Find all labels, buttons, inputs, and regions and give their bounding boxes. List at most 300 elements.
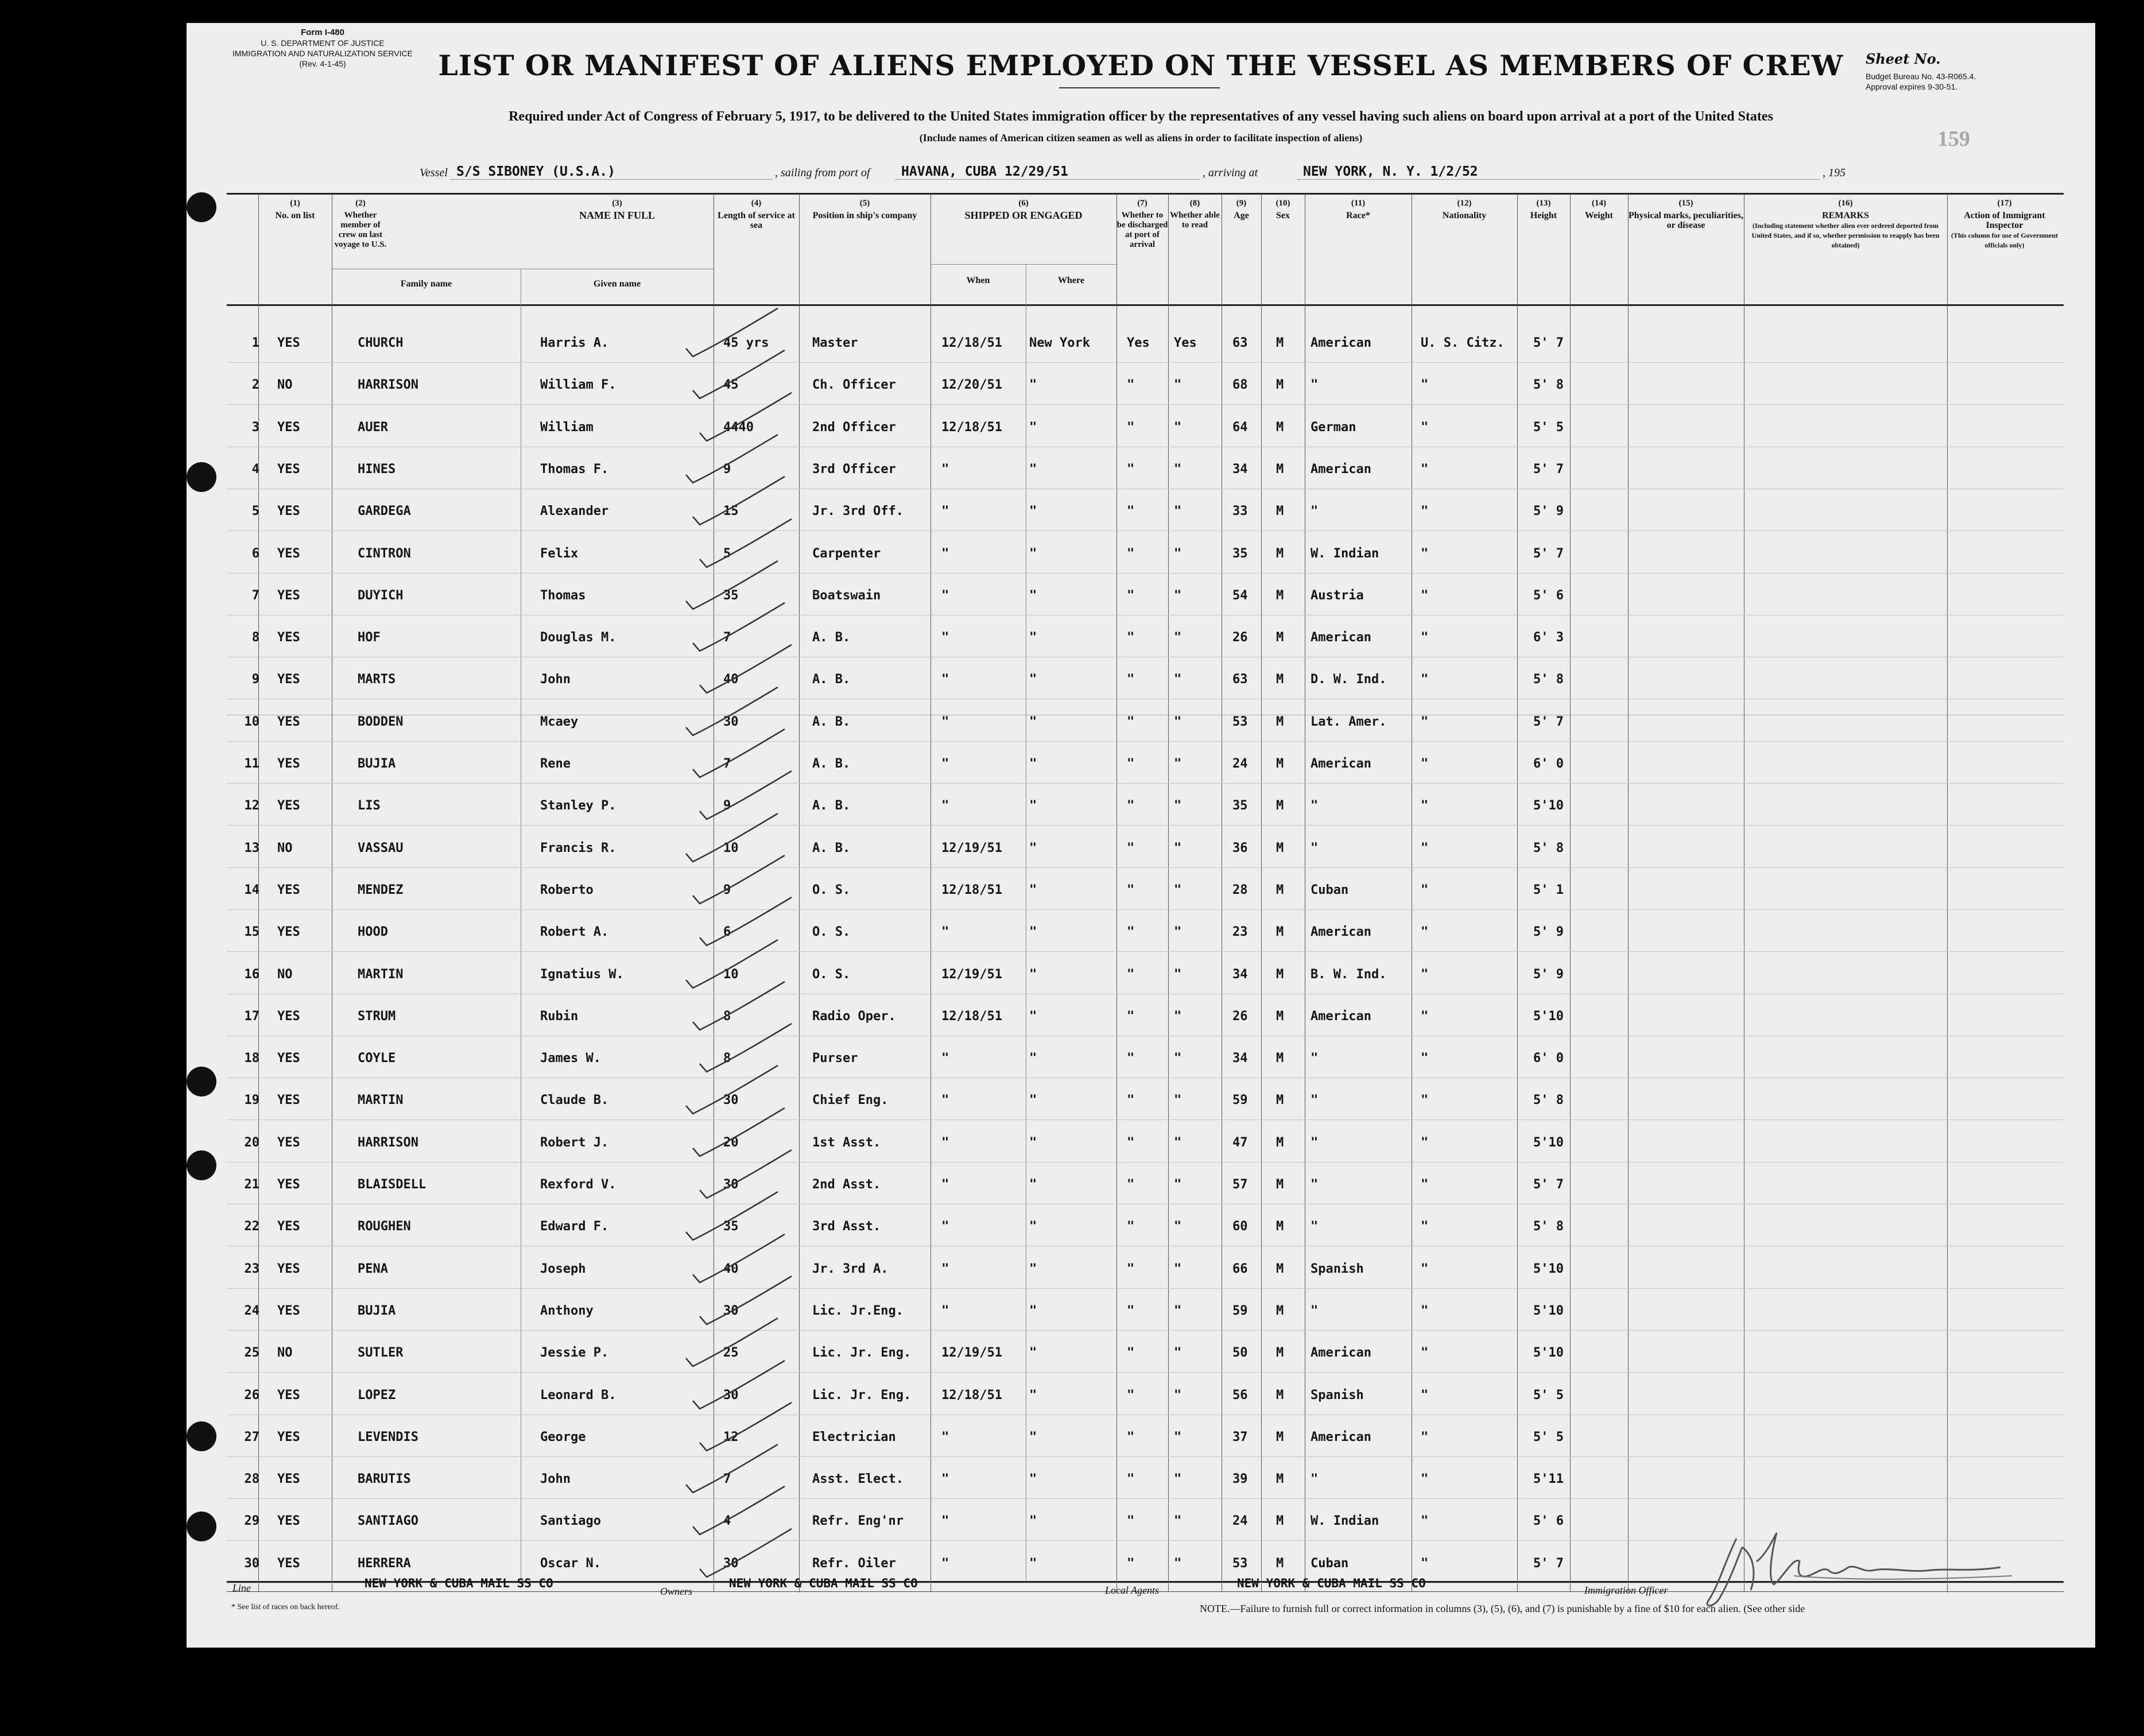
cell-sex: M <box>1276 1009 1284 1024</box>
cell-when: " <box>941 1514 949 1528</box>
header-num: (3) <box>612 199 622 208</box>
binder-hole <box>187 192 216 222</box>
vessel-value: S/S SIBONEY (U.S.A.) <box>456 164 615 179</box>
cell-family: HINES <box>358 462 396 476</box>
cell-disch: " <box>1127 1514 1135 1528</box>
cell-disch: " <box>1127 420 1135 435</box>
cell-position: A. B. <box>812 799 851 813</box>
header-given-name: Given name <box>593 279 641 289</box>
cell-race: American <box>1311 336 1371 350</box>
cell-disch: " <box>1127 588 1135 603</box>
cell-age: 68 <box>1232 378 1248 392</box>
cell-read: " <box>1174 967 1182 982</box>
cell-given: Rene <box>540 757 571 771</box>
cell-service: 30 <box>723 715 739 729</box>
cell-nat: " <box>1421 841 1429 855</box>
cell-height: 5' 6 <box>1533 588 1564 603</box>
cell-position: Asst. Elect. <box>812 1472 904 1486</box>
cell-disch: Yes <box>1127 336 1150 350</box>
cell-where: " <box>1029 588 1037 603</box>
cell-nat: " <box>1421 967 1429 982</box>
cell-family: PENA <box>358 1262 388 1276</box>
cell-race: American <box>1311 757 1371 771</box>
header-text: Weight <box>1585 211 1613 220</box>
cell-given: Francis R. <box>540 841 617 855</box>
cell-no: 7 <box>251 588 259 603</box>
cell-where: " <box>1029 1430 1037 1444</box>
cell-family: LEVENDIS <box>358 1430 418 1444</box>
cell-read: " <box>1174 1430 1182 1444</box>
local-agents-value: NEW YORK & CUBA MAIL SS CO <box>1237 1576 1426 1590</box>
manifest-sheet <box>187 23 2095 1648</box>
cell-service: 30 <box>723 1304 739 1318</box>
cell-age: 60 <box>1232 1219 1248 1234</box>
cell-read: " <box>1174 883 1182 897</box>
cell-race: American <box>1311 630 1371 645</box>
cell-position: O. S. <box>812 925 851 939</box>
header-num: (13) <box>1536 199 1551 208</box>
year-label: , 195 <box>1823 166 1846 179</box>
cell-given: Douglas M. <box>540 630 617 645</box>
arriving-value: NEW YORK, N. Y. 1/2/52 <box>1303 164 1478 179</box>
header-text: Sex <box>1276 211 1290 220</box>
cell-position: Boatswain <box>812 588 881 603</box>
header-num: (17) <box>1997 199 2012 208</box>
cell-age: 54 <box>1232 588 1248 603</box>
cell-where: " <box>1029 1472 1037 1486</box>
cell-race: W. Indian <box>1311 547 1379 561</box>
cell-given: Thomas <box>540 588 586 603</box>
cell-given: John <box>540 1472 571 1486</box>
cell-last: NO <box>277 1346 293 1360</box>
header-text: Height <box>1530 211 1557 220</box>
cell-family: BLAISDELL <box>358 1177 427 1192</box>
cell-nat: " <box>1421 1304 1429 1318</box>
cell-disch: " <box>1127 1304 1135 1318</box>
cell-height: 5' 9 <box>1533 925 1564 939</box>
owners-label: Owners <box>660 1586 693 1597</box>
cell-nat: " <box>1421 1009 1429 1024</box>
stamped-page-number: 159 <box>1937 127 1970 151</box>
cell-read: " <box>1174 1472 1182 1486</box>
cell-age: 57 <box>1232 1177 1248 1192</box>
cell-age: 28 <box>1232 883 1248 897</box>
owners-value: NEW YORK & CUBA MAIL SS CO <box>729 1576 918 1590</box>
cell-nat: " <box>1421 1346 1429 1360</box>
cell-no: 25 <box>244 1346 259 1360</box>
header-num: (15) <box>1678 199 1693 208</box>
cell-read: " <box>1174 420 1182 435</box>
cell-age: 33 <box>1232 504 1248 518</box>
header-when: When <box>966 276 990 285</box>
cell-last: NO <box>277 378 293 392</box>
cell-last: YES <box>277 336 300 350</box>
cell-read: " <box>1174 757 1182 771</box>
cell-when: " <box>941 1136 949 1150</box>
cell-where: " <box>1029 1219 1037 1234</box>
check-mark <box>693 350 785 398</box>
cell-nat: " <box>1421 1262 1429 1276</box>
cell-nat: " <box>1421 462 1429 476</box>
cell-family: BUJIA <box>358 1304 396 1318</box>
cell-sex: M <box>1276 672 1284 687</box>
cell-when: " <box>941 504 949 518</box>
cell-age: 50 <box>1232 1346 1248 1360</box>
cell-nat: " <box>1421 1514 1429 1528</box>
cell-height: 5' 7 <box>1533 1556 1564 1571</box>
check-mark <box>700 771 792 819</box>
cell-position: A. B. <box>812 841 851 855</box>
cell-given: Robert J. <box>540 1136 609 1150</box>
officer-signature <box>1702 1521 2023 1613</box>
cell-last: YES <box>277 1262 300 1276</box>
cell-last: YES <box>277 547 300 561</box>
form-number: Form I-480 <box>301 28 344 37</box>
cell-race: " <box>1311 1219 1319 1234</box>
cell-position: Lic. Jr. Eng. <box>812 1346 912 1360</box>
cell-no: 28 <box>244 1472 259 1486</box>
cell-disch: " <box>1127 547 1135 561</box>
check-mark <box>700 645 792 693</box>
cell-family: HARRISON <box>358 378 418 392</box>
cell-race: Lat. Amer. <box>1311 715 1387 729</box>
cell-sex: M <box>1276 715 1284 729</box>
cell-read: " <box>1174 799 1182 813</box>
header-num: (6) <box>1018 199 1029 208</box>
check-mark <box>700 519 792 567</box>
cell-no: 6 <box>251 547 259 561</box>
cell-where: " <box>1029 883 1037 897</box>
binder-hole <box>187 1067 216 1096</box>
cell-nat: U. S. Citz. <box>1421 336 1505 350</box>
arriving-label: , arriving at <box>1203 166 1258 179</box>
cell-height: 5' 9 <box>1533 504 1564 518</box>
binder-hole <box>187 1421 216 1451</box>
cell-where: " <box>1029 1177 1037 1192</box>
header-text: Race* <box>1346 211 1370 220</box>
form-revision: (Rev. 4-1-45) <box>299 59 346 68</box>
cell-race: B. W. Ind. <box>1311 967 1387 982</box>
cell-no: 26 <box>244 1388 259 1402</box>
cell-family: LOPEZ <box>358 1388 396 1402</box>
cell-race: " <box>1311 799 1319 813</box>
cell-sex: M <box>1276 504 1284 518</box>
cell-where: " <box>1029 630 1037 645</box>
cell-last: YES <box>277 757 300 771</box>
cell-when: " <box>941 1177 949 1192</box>
cell-nat: " <box>1421 1430 1429 1444</box>
check-mark <box>693 1234 785 1282</box>
cell-sex: M <box>1276 1472 1284 1486</box>
check-mark <box>686 1318 778 1366</box>
cell-age: 59 <box>1232 1093 1248 1107</box>
cell-sex: M <box>1276 1346 1284 1360</box>
cell-position: Master <box>812 336 858 350</box>
cell-where: New York <box>1029 336 1090 350</box>
cell-sex: M <box>1276 1514 1284 1528</box>
cell-read: " <box>1174 841 1182 855</box>
cell-sex: M <box>1276 1430 1284 1444</box>
cell-no: 4 <box>251 462 259 476</box>
cell-read: " <box>1174 588 1182 603</box>
cell-age: 35 <box>1232 799 1248 813</box>
cell-family: LIS <box>358 799 381 813</box>
check-mark <box>686 1192 778 1240</box>
cell-family: GARDEGA <box>358 504 411 518</box>
cell-when: " <box>941 1556 949 1571</box>
cell-no: 5 <box>251 504 259 518</box>
cell-no: 19 <box>244 1093 259 1107</box>
cell-disch: " <box>1127 1262 1135 1276</box>
cell-when: " <box>941 1051 949 1065</box>
cell-disch: " <box>1127 1388 1135 1402</box>
cell-service: 45 yrs <box>723 336 769 350</box>
cell-nat: " <box>1421 672 1429 687</box>
cell-age: 66 <box>1232 1262 1248 1276</box>
cell-sex: M <box>1276 925 1284 939</box>
cell-read: " <box>1174 672 1182 687</box>
cell-given: Edward F. <box>540 1219 609 1234</box>
cell-sex: M <box>1276 967 1284 982</box>
cell-position: Jr. 3rd Off. <box>812 504 904 518</box>
cell-last: YES <box>277 1136 300 1150</box>
header-subtext: (This column for use of Government officials only) <box>1951 231 2058 249</box>
cell-read: " <box>1174 1514 1182 1528</box>
cell-where: " <box>1029 504 1037 518</box>
cell-family: CHURCH <box>358 336 404 350</box>
cell-sex: M <box>1276 1136 1284 1150</box>
cell-given: Alexander <box>540 504 609 518</box>
cell-given: William F. <box>540 378 617 392</box>
cell-race: " <box>1311 1304 1319 1318</box>
cell-where: " <box>1029 967 1037 982</box>
cell-race: Cuban <box>1311 1556 1349 1571</box>
immigration-officer-label: Immigration Officer <box>1584 1584 1668 1596</box>
cell-family: AUER <box>358 420 388 435</box>
cell-disch: " <box>1127 883 1135 897</box>
cell-given: Leonard B. <box>540 1388 617 1402</box>
cell-read: " <box>1174 1304 1182 1318</box>
check-mark <box>700 1024 792 1072</box>
service-name: IMMIGRATION AND NATURALIZATION SERVICE <box>232 49 413 58</box>
cell-disch: " <box>1127 1346 1135 1360</box>
cell-nat: " <box>1421 1051 1429 1065</box>
cell-age: 36 <box>1232 841 1248 855</box>
cell-sex: M <box>1276 1051 1284 1065</box>
cell-position: O. S. <box>812 883 851 897</box>
cell-service: 45 <box>723 378 739 392</box>
check-mark <box>700 1276 792 1324</box>
cell-family: HERRERA <box>358 1556 411 1571</box>
cell-nat: " <box>1421 378 1429 392</box>
cell-last: YES <box>277 1177 300 1192</box>
cell-sex: M <box>1276 799 1284 813</box>
cell-when: 12/18/51 <box>941 883 1002 897</box>
header-text: Length of service at sea <box>718 211 795 230</box>
header-num: (10) <box>1275 199 1290 208</box>
check-mark <box>700 1402 792 1451</box>
check-mark <box>693 1108 785 1156</box>
cell-given: Rubin <box>540 1009 579 1024</box>
cell-no: 24 <box>244 1304 259 1318</box>
cell-read: " <box>1174 1346 1182 1360</box>
cell-read: " <box>1174 1262 1182 1276</box>
cell-family: MARTIN <box>358 967 404 982</box>
cell-disch: " <box>1127 1009 1135 1024</box>
cell-race: American <box>1311 925 1371 939</box>
binder-hole <box>187 462 216 492</box>
cell-position: 2nd Asst. <box>812 1177 881 1192</box>
cell-race: " <box>1311 841 1319 855</box>
cell-position: A. B. <box>812 672 851 687</box>
cell-nat: " <box>1421 1177 1429 1192</box>
cell-service: 40 <box>723 672 739 687</box>
cell-position: Jr. 3rd A. <box>812 1262 889 1276</box>
cell-no: 27 <box>244 1430 259 1444</box>
cell-family: HOOD <box>358 925 388 939</box>
cell-family: SANTIAGO <box>358 1514 418 1528</box>
cell-height: 5'10 <box>1533 799 1564 813</box>
header-text: Whether to be discharged at port of arrival <box>1116 211 1168 249</box>
cell-position: O. S. <box>812 967 851 982</box>
cell-last: YES <box>277 1051 300 1065</box>
cell-disch: " <box>1127 715 1135 729</box>
header-num: (14) <box>1592 199 1606 208</box>
cell-when: 12/18/51 <box>941 1009 1002 1024</box>
cell-sex: M <box>1276 1304 1284 1318</box>
cell-nat: " <box>1421 883 1429 897</box>
cell-given: Thomas F. <box>540 462 609 476</box>
cell-when: " <box>941 630 949 645</box>
cell-height: 5' 7 <box>1533 336 1564 350</box>
cell-family: MARTS <box>358 672 396 687</box>
cell-service: 30 <box>723 1556 739 1571</box>
cell-last: YES <box>277 1009 300 1024</box>
cell-family: STRUM <box>358 1009 396 1024</box>
check-mark <box>693 1361 785 1409</box>
include-statement: (Include names of American citizen seamen as well as aliens in order to facilitate inspection of aliens) <box>919 132 1363 144</box>
cell-age: 26 <box>1232 630 1248 645</box>
cell-disch: " <box>1127 1051 1135 1065</box>
cell-read: " <box>1174 1177 1182 1192</box>
cell-age: 53 <box>1232 715 1248 729</box>
cell-height: 5' 7 <box>1533 1177 1564 1192</box>
cell-disch: " <box>1127 672 1135 687</box>
line-label: Line <box>232 1582 251 1594</box>
cell-no: 11 <box>244 757 259 771</box>
cell-race: " <box>1311 1472 1319 1486</box>
cell-no: 9 <box>251 672 259 687</box>
check-mark <box>693 982 785 1030</box>
cell-last: YES <box>277 799 300 813</box>
cell-race: Spanish <box>1311 1388 1364 1402</box>
cell-age: 64 <box>1232 420 1248 435</box>
cell-age: 59 <box>1232 1304 1248 1318</box>
check-mark <box>686 1444 778 1493</box>
local-agents-label: Local Agents <box>1105 1584 1160 1596</box>
cell-position: 2nd Officer <box>812 420 896 435</box>
cell-read: " <box>1174 547 1182 561</box>
cell-race: American <box>1311 1346 1371 1360</box>
cell-when: 12/18/51 <box>941 336 1002 350</box>
cell-family: HARRISON <box>358 1136 418 1150</box>
approval-line: Approval expires 9-30-51. <box>1866 82 1958 91</box>
cell-family: SUTLER <box>358 1346 404 1360</box>
cell-no: 16 <box>244 967 259 982</box>
cell-height: 5'10 <box>1533 1304 1564 1318</box>
cell-sex: M <box>1276 462 1284 476</box>
cell-read: " <box>1174 462 1182 476</box>
cell-disch: " <box>1127 378 1135 392</box>
cell-service: 35 <box>723 1219 739 1234</box>
cell-given: Anthony <box>540 1304 594 1318</box>
header-text: Whether able to read <box>1170 211 1220 230</box>
cell-height: 5' 5 <box>1533 1430 1564 1444</box>
header-num: (16) <box>1838 199 1853 208</box>
cell-no: 23 <box>244 1262 259 1276</box>
cell-where: " <box>1029 1556 1037 1571</box>
cell-family: MENDEZ <box>358 883 404 897</box>
cell-no: 12 <box>244 799 259 813</box>
cell-service: 7 <box>723 1472 731 1486</box>
cell-when: 12/19/51 <box>941 1346 1002 1360</box>
cell-where: " <box>1029 1009 1037 1024</box>
cell-nat: " <box>1421 1093 1429 1107</box>
cell-given: Oscar N. <box>540 1556 601 1571</box>
cell-family: BODDEN <box>358 715 404 729</box>
cell-family: MARTIN <box>358 1093 404 1107</box>
cell-where: " <box>1029 1051 1037 1065</box>
header-text: Position in ship's company <box>812 211 917 220</box>
cell-sex: M <box>1276 420 1284 435</box>
cell-nat: " <box>1421 504 1429 518</box>
cell-age: 39 <box>1232 1472 1248 1486</box>
cell-read: " <box>1174 1219 1182 1234</box>
cell-last: YES <box>277 1304 300 1318</box>
header-family-name: Family name <box>400 279 452 289</box>
cell-sex: M <box>1276 883 1284 897</box>
check-mark <box>686 813 778 862</box>
cell-age: 35 <box>1232 547 1248 561</box>
cell-where: " <box>1029 547 1037 561</box>
cell-position: A. B. <box>812 757 851 771</box>
cell-when: " <box>941 1430 949 1444</box>
cell-last: YES <box>277 462 300 476</box>
cell-given: Robert A. <box>540 925 609 939</box>
cell-last: YES <box>277 1472 300 1486</box>
cell-height: 6' 0 <box>1533 757 1564 771</box>
cell-nat: " <box>1421 757 1429 771</box>
cell-nat: " <box>1421 630 1429 645</box>
cell-disch: " <box>1127 1472 1135 1486</box>
cell-disch: " <box>1127 504 1135 518</box>
cell-last: NO <box>277 841 293 855</box>
cell-race: D. W. Ind. <box>1311 672 1387 687</box>
cell-height: 5' 7 <box>1533 715 1564 729</box>
cell-position: Chief Eng. <box>812 1093 889 1107</box>
header-subtext: (Including statement whether alien ever ordered deported from United States, and if so, whether permission to reapply has been obtained) <box>1751 222 1940 249</box>
check-mark <box>686 687 778 735</box>
cell-position: 3rd Officer <box>812 462 896 476</box>
cell-read: " <box>1174 1388 1182 1402</box>
cell-where: " <box>1029 715 1037 729</box>
cell-when: " <box>941 672 949 687</box>
cell-position: A. B. <box>812 630 851 645</box>
header-text: REMARKS <box>1822 211 1869 220</box>
cell-disch: " <box>1127 630 1135 645</box>
cell-age: 53 <box>1232 1556 1248 1571</box>
check-mark <box>693 476 785 525</box>
